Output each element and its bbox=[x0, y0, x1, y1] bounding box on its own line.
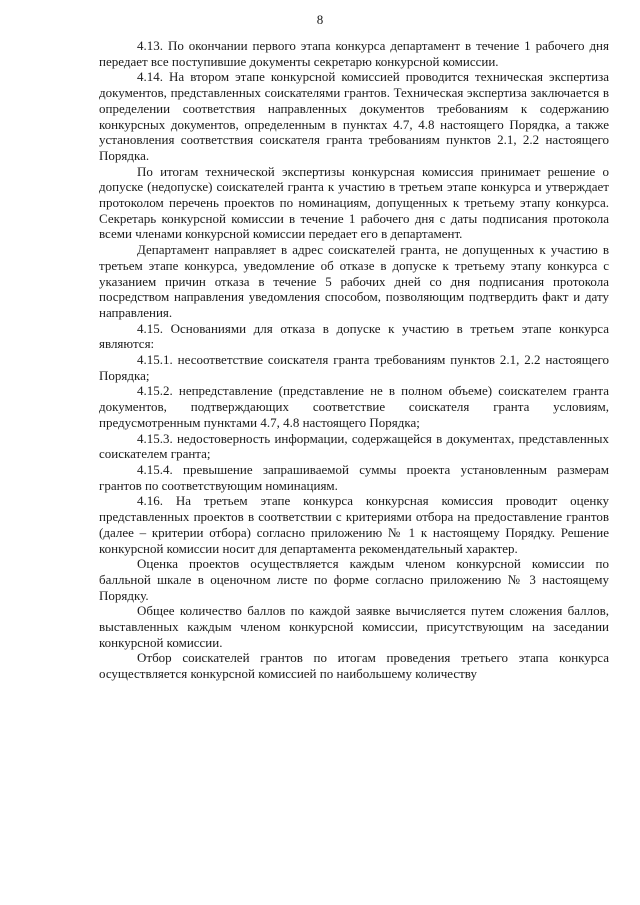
paragraph-4-15-3: 4.15.3. недостоверность информации, содержащейся в документах, представленных соискателем гранта; bbox=[99, 430, 609, 462]
paragraph-4-15-1: 4.15.1. несоответствие соискателя гранта требованиям пунктов 2.1, 2.2 настоящего Порядка; bbox=[99, 352, 609, 383]
paragraph-evaluation: Оценка проектов осуществляется каждым членом конкурсной комиссии по балльной шкале в оценочном листе по форме согласно приложению № 3 настоящему Порядку. bbox=[99, 556, 609, 603]
page-number: 8 bbox=[316, 12, 324, 27]
paragraph-4-14: 4.14. На втором этапе конкурсной комиссией проводится техническая экспертиза документов, представленных соискателями грантов. Техническая экспертиза заключается в определении соответствия направленных документов требованиям к содержанию конкурсных документов, определенным в пунктах 4.7, 4.8 настоящего Порядка, а также установления соответствия соискателя гранта требованиям пунктов 2.1, 2.2 настоящего Порядка. bbox=[99, 69, 609, 163]
paragraph-4-13: 4.13. По окончании первого этапа конкурса департамент в течение 1 рабочего дня передает все поступившие документы секретарю конкурсной комиссии. bbox=[99, 38, 609, 69]
paragraph-4-16: 4.16. На третьем этапе конкурса конкурсная комиссия проводит оценку представленных проектов в соответствии с критериями отбора на предоставление грантов (далее – критерии отбора) согласно приложению № 1 к настоящему Порядку. Решение конкурсной комиссии носит для департамента рекомендательный характер. bbox=[99, 493, 609, 556]
paragraph-selection: Отбор соискателей грантов по итогам проведения третьего этапа конкурса осуществляется конкурсной комиссией по наибольшему количеству bbox=[99, 650, 609, 682]
paragraph-4-15-2: 4.15.2. непредставление (представление не в полном объеме) соискателем гранта документов, подтверждающих соответствие соискателя гранта условиям, предусмотренным пунктами 4.7, 4.8 настоящего Порядка; bbox=[99, 383, 609, 430]
document-body bbox=[99, 38, 609, 682]
paragraph-refusal-notification: Департамент направляет в адрес соискателей гранта, не допущенных к участию в третьем этапе конкурса, уведомление об отказе в допуске к третьему этапу конкурса с указанием причин отказа в течение 5 рабочих дней со дня подписания протокола посредством направления уведомления способом, позволяющим подтвердить факт и дату направления. bbox=[99, 242, 609, 320]
paragraph-technical-expertise-result: По итогам технической экспертизы конкурсная комиссия принимает решение о допуске (недопуске) соискателей гранта к участию в третьем этапе конкурса и утверждает протоколом перечень проектов по номинациям, допущенных к третьему этапу конкурса. Секретарь конкурсной комиссии в течение 1 рабочего дня с даты подписания протокола всеми членами конкурсной комиссии передает его в департамент. bbox=[99, 163, 609, 242]
paragraph-4-15-4: 4.15.4. превышение запрашиваемой суммы проекта установленным размерам грантов по соответствующим номинациям. bbox=[99, 461, 609, 493]
paragraph-4-15: 4.15. Основаниями для отказа в допуске к участию в третьем этапе конкурса являются: bbox=[99, 320, 609, 352]
paragraph-total-score: Общее количество баллов по каждой заявке вычисляется путем сложения баллов, выставленных каждым членом конкурсной комиссии, присутствующим на заседании конкурсной комиссии. bbox=[99, 603, 609, 650]
